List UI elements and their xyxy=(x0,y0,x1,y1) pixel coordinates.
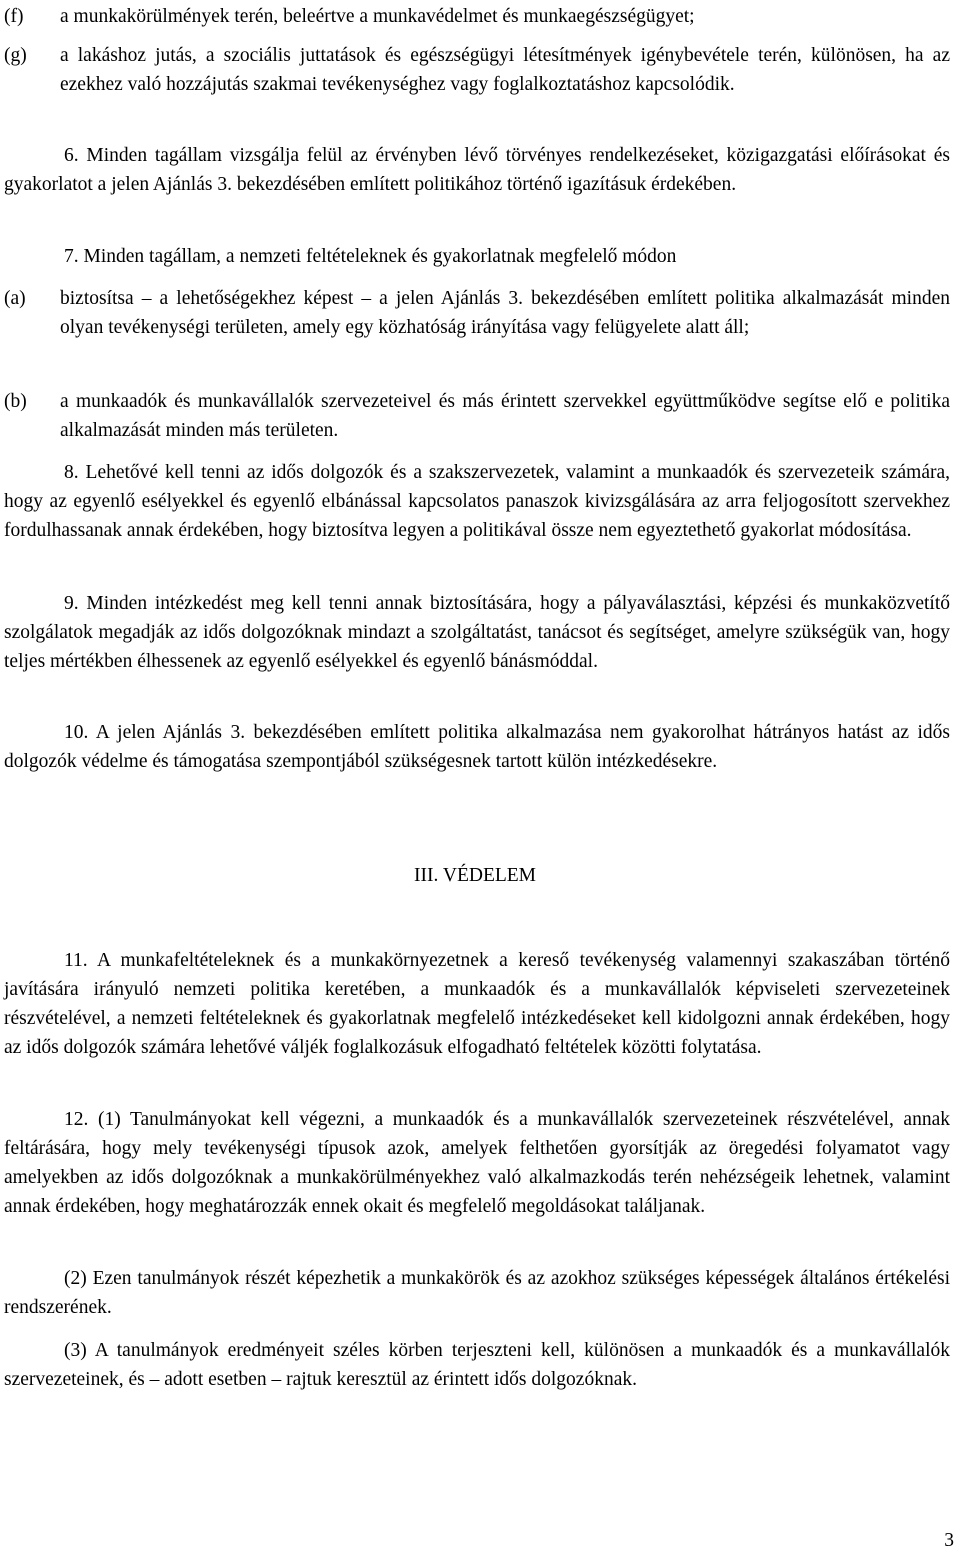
list-item-text: a lakáshoz jutás, a szociális juttatások és egészségügyi létesítmények igénybevétele terén, különösen, ha az ezekhez való hozzájutás szakmai tevékenységhez vagy foglalkoztatáshoz kapcsolódik. xyxy=(60,45,950,95)
list-item-b xyxy=(4,387,950,445)
page-number: 3 xyxy=(944,1530,954,1551)
paragraph-11: 11. A munkafeltételeknek és a munkakörnyezetnek a kereső tevékenység valamennyi szakaszában történő javítására irányuló nemzeti politika keretében, a munkaadók és a munkavállalók képviseleti szervezeteinek részvételével, a nemzeti feltételeknek és gyakorlatnak megfelelő intézkedéseket kell kidolgozni annak érdekében, hogy az idős dolgozók számára lehetővé váljék foglalkozásuk elfogadható feltételek közötti folytatása. xyxy=(4,950,950,1058)
list-item-text: a munkakörülmények terén, beleértve a munkavédelmet és munkaegészségügyet; xyxy=(60,6,695,27)
list-item-text: biztosítsa – a lehetőségekhez képest – a jelen Ajánlás 3. bekezdésében említett politika alkalmazását minden olyan tevékenységi területen, amely egy közhatóság irányítása vagy felügyelete alatt áll; xyxy=(60,288,950,338)
paragraph-9: 9. Minden intézkedést meg kell tenni annak biztosítására, hogy a pályaválasztási, képzési és munkaközvetítő szolgálatok megadják az idős dolgozóknak mindazt a szolgáltatást, tanácsot és segítséget, amelyre szükségük van, hogy teljes mértékben élhessenek az egyenlő esélyekkel és egyenlő bánásmóddal. xyxy=(4,593,950,672)
list-item-g xyxy=(4,41,950,99)
list-item-label: (b) xyxy=(4,391,27,412)
paragraph-10: 10. A jelen Ajánlás 3. bekezdésében említett politika alkalmazása nem gyakorolhat hátrányos hatást az idős dolgozók védelme és támogatása szempontjából szükségesnek tartott külön intézkedésekre. xyxy=(4,722,950,772)
paragraph-12-1: 12. (1) Tanulmányokat kell végezni, a munkaadók és a munkavállalók szervezeteinek részvételével, annak feltárására, hogy mely tevékenységi típusok azok, amelyek felthetően gyorsítják az öregedési folyamatot vagy amelyekben az idős dolgozóknak a munkakörülményekhez való alkalmazkodás terén nehézségeik lehetnek, valamint annak érdekében, hogy meghatározzák ennek okait és megfelelő megoldásokat találjanak. xyxy=(4,1109,950,1217)
paragraph-8: 8. Lehetővé kell tenni az idős dolgozók és a szakszervezetek, valamint a munkaadók és szervezeteik számára, hogy az egyenlő esélyekkel és egyenlő elbánással kapcsolatos panaszok kivizsgálására az arra feljogosított szervekhez fordulhassanak annak érdekében, hogy biztosítva legyen a politikával össze nem egyeztethető gyakorlat módosítása. xyxy=(4,462,950,541)
paragraph-7-intro: 7. Minden tagállam, a nemzeti feltételeknek és gyakorlatnak megfelelő módon xyxy=(64,246,677,267)
list-item-label: (a) xyxy=(4,288,26,309)
list-item-label: (g) xyxy=(4,45,27,66)
paragraph-12-3: (3) A tanulmányok eredményeit széles körben terjeszteni kell, különösen a munkaadók és a munkavállalók szervezeteinek, és – adott esetben – rajtuk keresztül az érintett idős dolgozóknak. xyxy=(4,1340,950,1390)
paragraph-6: 6. Minden tagállam vizsgálja felül az érvényben lévő törvényes rendelkezéseket, közigazgatási előírásokat és gyakorlatot a jelen Ajánlás 3. bekezdésében említett politikához történő igazításuk érdekében. xyxy=(4,145,950,195)
section-heading: III. VÉDELEM xyxy=(413,865,537,886)
paragraph-12-2: (2) Ezen tanulmányok részét képezhetik a munkakörök és az azokhoz szükséges képességek általános értékelési rendszerének. xyxy=(4,1268,950,1318)
list-item-label: (f) xyxy=(4,6,24,27)
list-item-text: a munkaadók és munkavállalók szervezeteivel és más érintett szervekkel együttműködve segítse elő e politika alkalmazását minden más területen. xyxy=(60,391,950,441)
list-item-f xyxy=(4,2,950,31)
list-item-a xyxy=(4,284,950,342)
